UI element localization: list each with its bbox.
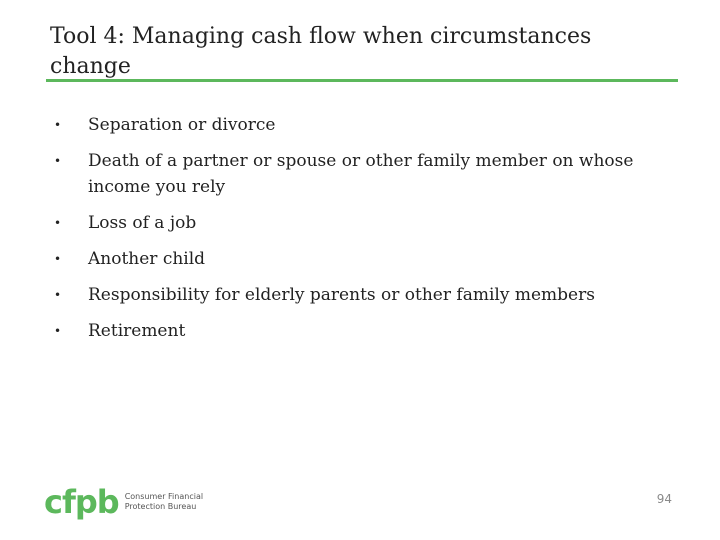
logo-mark: cfpb — [44, 483, 119, 521]
bullet-icon: • — [54, 252, 62, 266]
bullet-icon: • — [54, 324, 62, 338]
page-number: 94 — [656, 492, 672, 506]
bullet-icon: • — [54, 154, 62, 168]
list-item-text: Responsibility for elderly parents or other family members — [88, 285, 595, 305]
list-item-text: Loss of a job — [88, 213, 197, 233]
logo-line-1: Consumer Financial — [124, 492, 204, 501]
list-item — [50, 210, 670, 236]
list-item-text: Death of a partner or spouse or other family member on whose income you rely — [88, 151, 634, 197]
title-underline — [46, 79, 678, 82]
list-item — [50, 282, 670, 308]
logo-line-2: Protection Bureau — [124, 502, 197, 511]
list-item — [50, 318, 670, 344]
list-item-text: Another child — [88, 249, 206, 269]
list-item-text: Retirement — [88, 321, 186, 341]
bullet-icon: • — [54, 216, 62, 230]
bullet-list — [50, 112, 670, 344]
bullet-icon: • — [54, 288, 62, 302]
list-item — [50, 148, 670, 200]
list-item-text: Separation or divorce — [88, 115, 276, 135]
bullet-icon: • — [54, 118, 62, 132]
cfpb-logo — [44, 484, 203, 520]
slide-title: Tool 4: Managing cash flow when circumstances change — [50, 24, 592, 79]
logo-wordmark — [125, 492, 203, 512]
list-item — [50, 112, 670, 138]
list-item — [50, 246, 670, 272]
